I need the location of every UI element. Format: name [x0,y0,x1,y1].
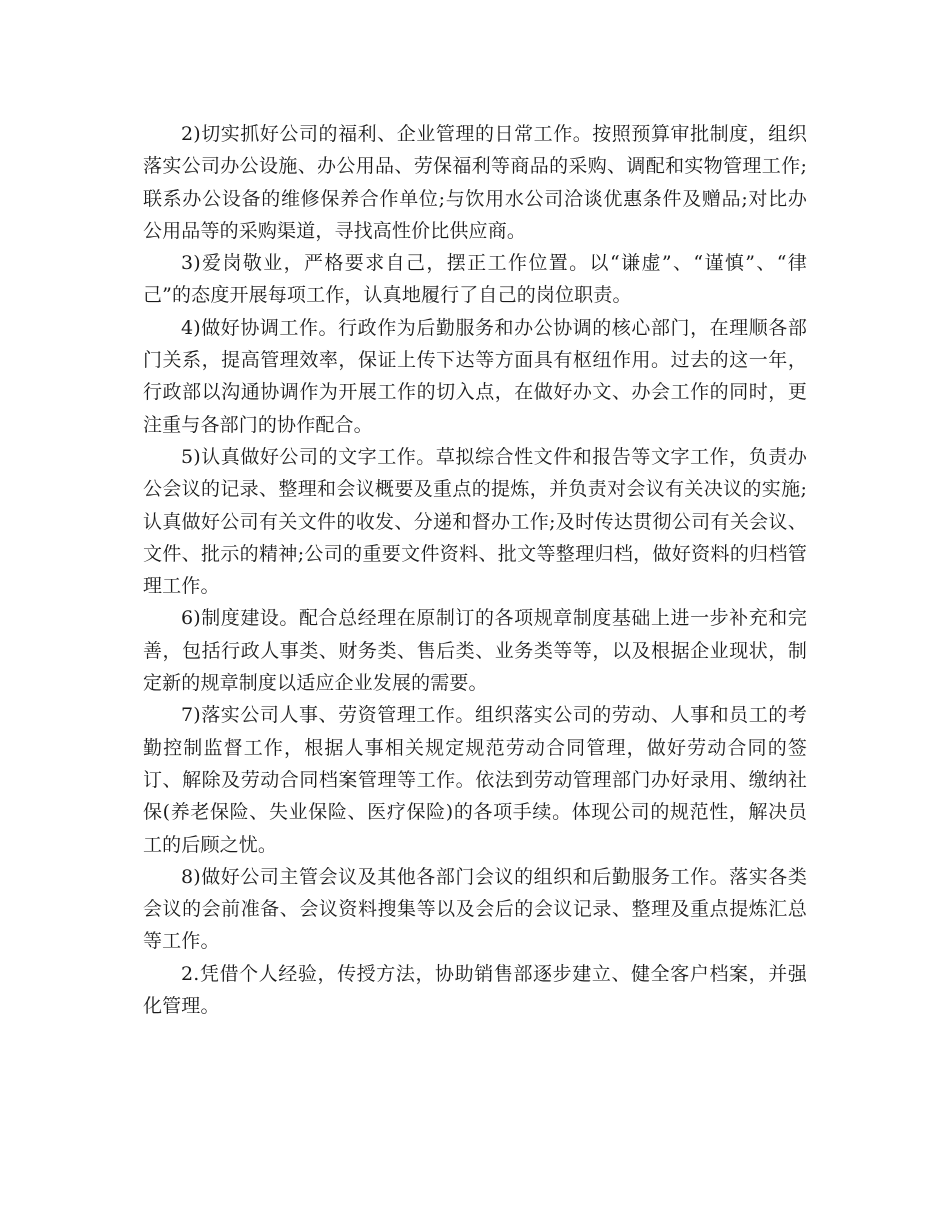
paragraph-writing-work: 5)认真做好公司的文字工作。草拟综合性文件和报告等文字工作，负责办公会议的记录、整理和会议概要及重点的提炼，并负责对会议有关决议的实施;认真做好公司有关文件的收发、分递和督办工作;及时传达贯彻公司有关会议、文件、批示的精神;公司的重要文件资料、批文等整理归档，做好资料的归档管理工作。 [143,445,807,598]
document-body [143,118,807,1022]
paragraph-customer-files: 2.凭借个人经验，传授方法，协助销售部逐步建立、健全客户档案，并强化管理。 [143,962,807,1018]
paragraph-welfare-management: 2)切实抓好公司的福利、企业管理的日常工作。按照预算审批制度，组织落实公司办公设施、办公用品、劳保福利等商品的采购、调配和实物管理工作;联系办公设备的维修保养合作单位;与饮用水公司洽谈优惠条件及赠品;对比办公用品等的采购渠道，寻找高性价比供应商。 [143,123,807,242]
paragraph-system-building: 6)制度建设。配合总经理在原制订的各项规章制度基础上进一步补充和完善，包括行政人事类、财务类、售后类、业务类等等，以及根据企业现状，制定新的规章制度以适应企业发展的需要。 [143,607,807,695]
paragraph-meeting-service: 8)做好公司主管会议及其他各部门会议的组织和后勤服务工作。落实各类会议的会前准备、会议资料搜集等以及会后的会议记录、整理及重点提炼汇总等工作。 [143,865,807,953]
paragraph-dedication: 3)爱岗敬业，严格要求自己，摆正工作位置。以“谦虚”、“谨慎”、“律己”的态度开展每项工作，认真地履行了自己的岗位职责。 [143,252,807,307]
paragraph-coordination: 4)做好协调工作。行政作为后勤服务和办公协调的核心部门，在理顺各部门关系，提高管理效率，保证上传下达等方面具有枢纽作用。过去的这一年，行政部以沟通协调作为开展工作的切入点，在做好办文、办会工作的同时，更注重与各部门的协作配合。 [143,316,807,436]
paragraph-personnel-management: 7)落实公司人事、劳资管理工作。组织落实公司的劳动、人事和员工的考勤控制监督工作，根据人事相关规定规范劳动合同管理，做好劳动合同的签订、解除及劳动合同档案管理等工作。依法到劳动管理部门办好录用、缴纳社保(养老保险、失业保险、医疗保险)的各项手续。体现公司的规范性，解决员工的后顾之忧。 [143,704,807,856]
